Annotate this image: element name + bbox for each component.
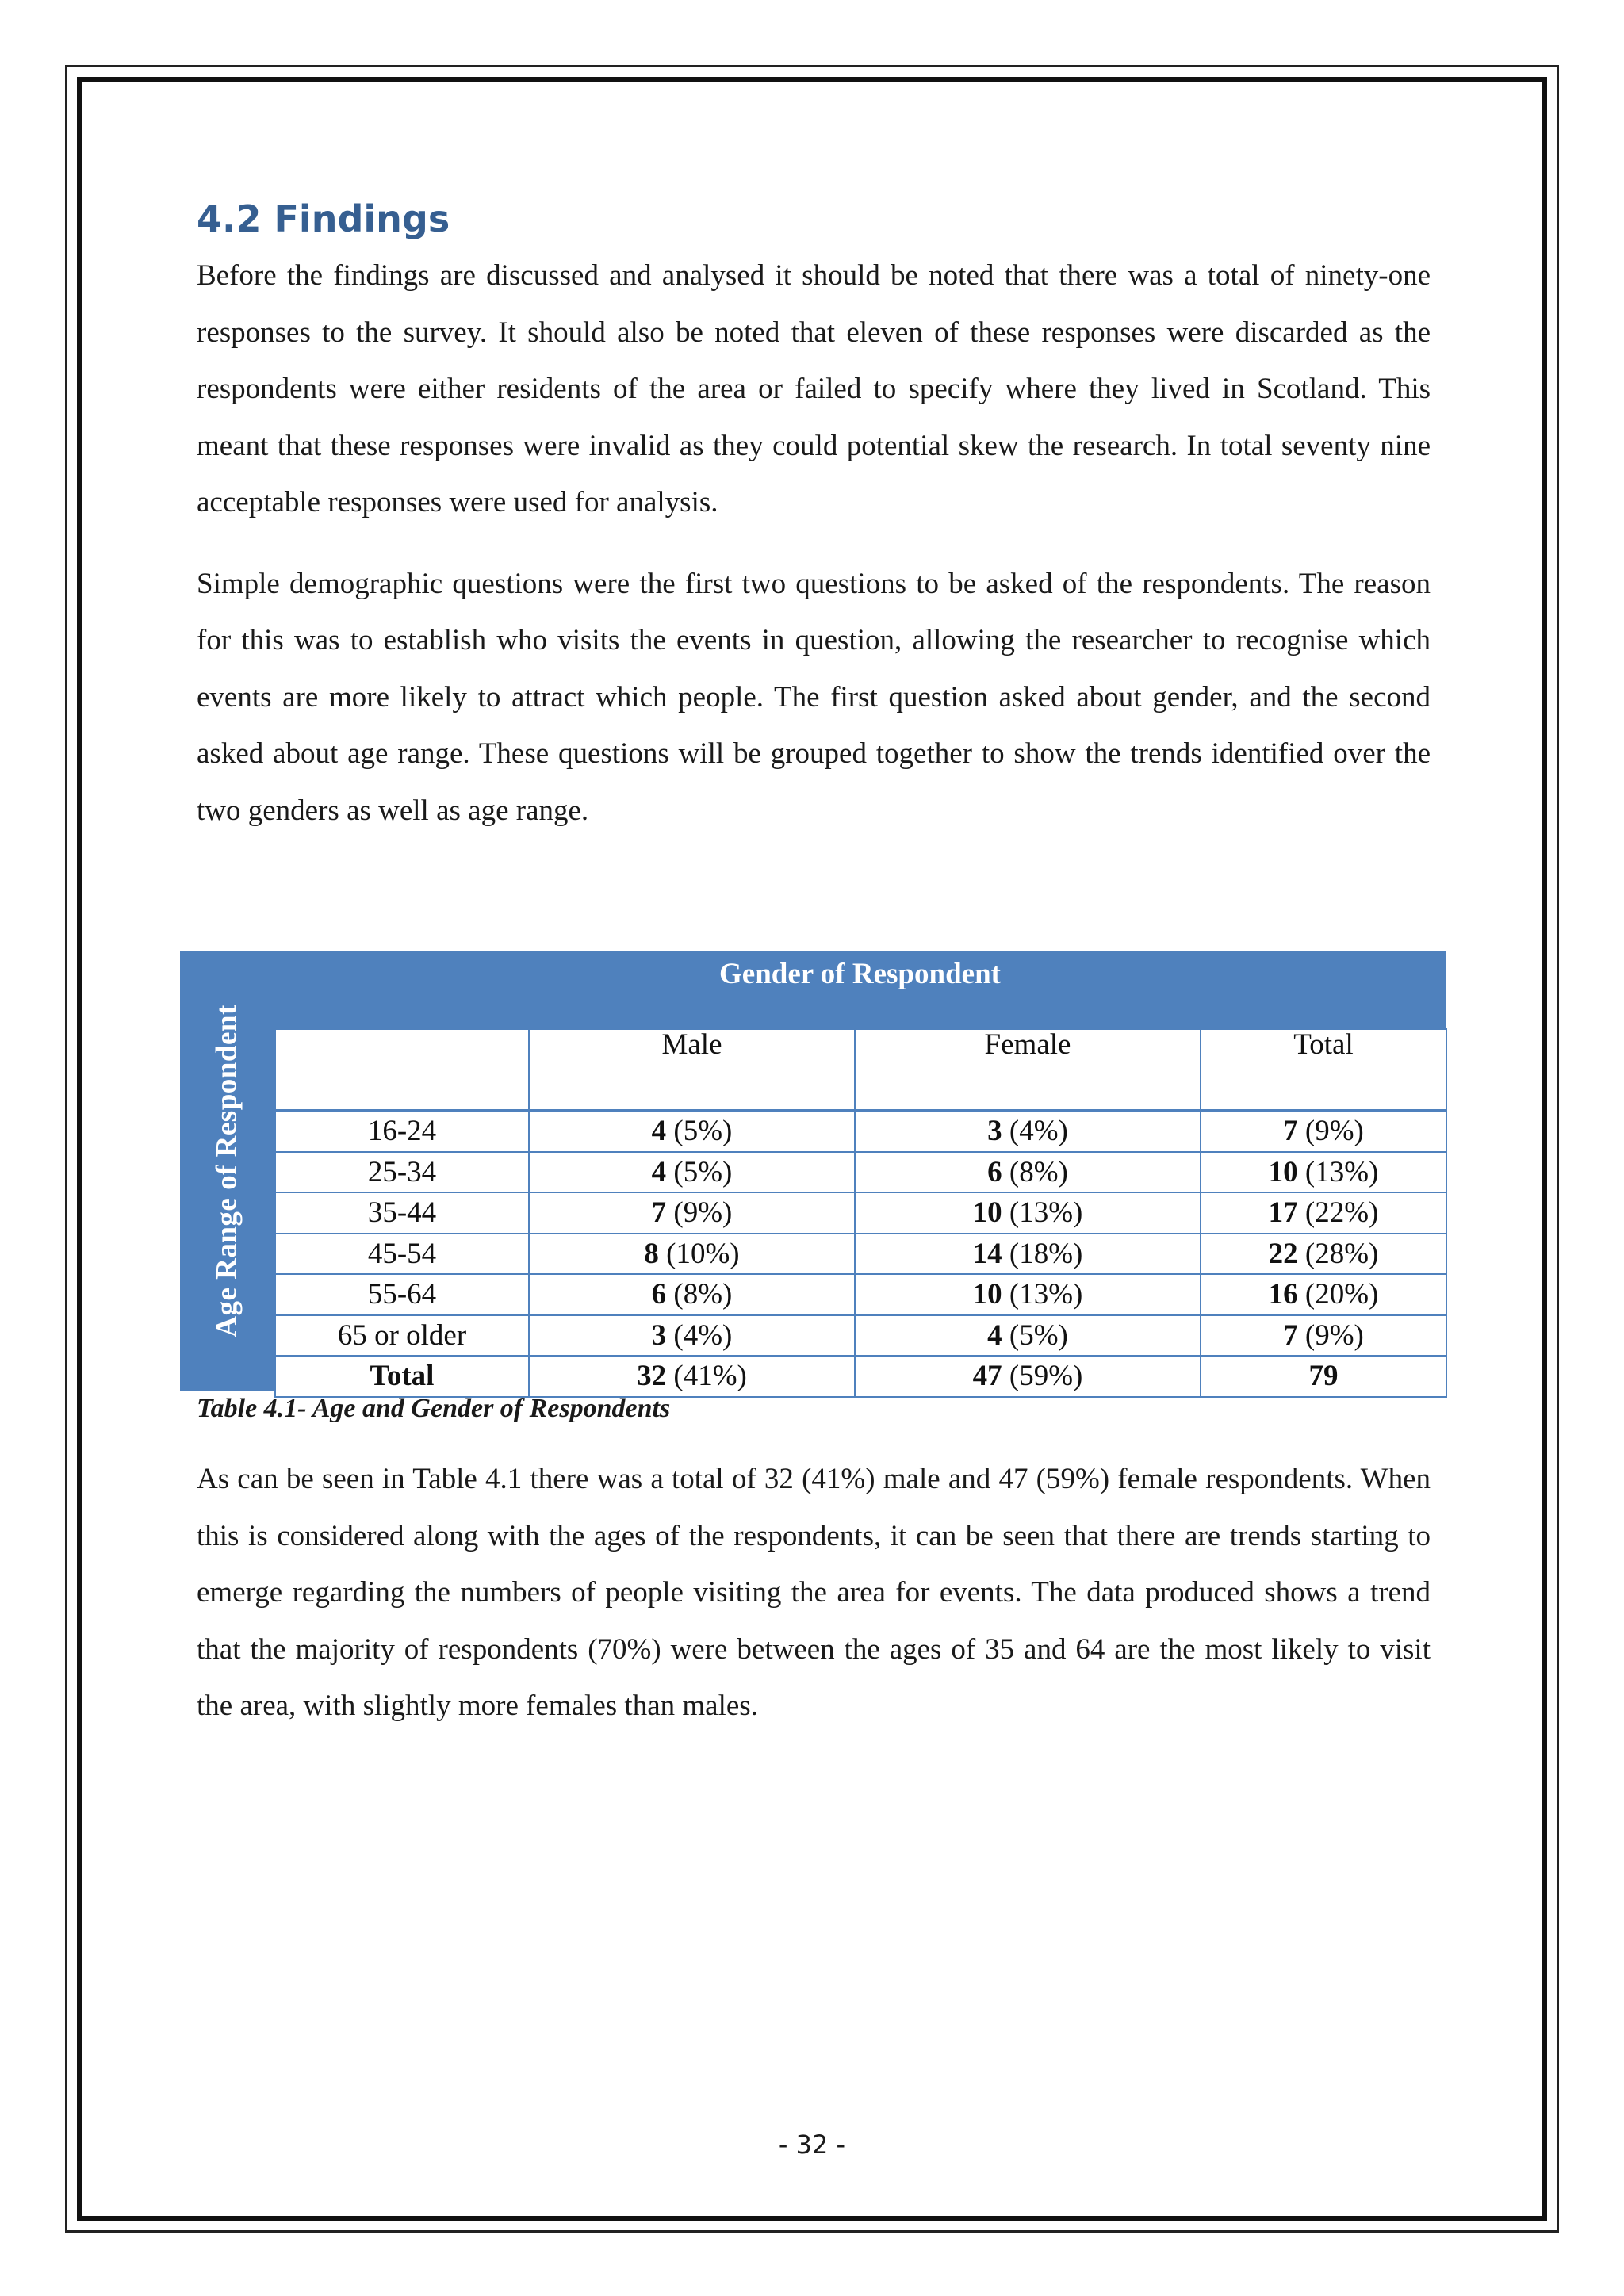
male-total-cell: 32 (41%): [529, 1356, 855, 1397]
female-total-cell: 47 (59%): [855, 1356, 1201, 1397]
column-header-blank: [275, 1029, 529, 1111]
column-header-row: [275, 1029, 1446, 1111]
section-heading: 4.2 Findings: [197, 197, 450, 240]
age-cell: 16-24: [275, 1111, 529, 1152]
table-row: [275, 1315, 1446, 1357]
paragraph-responses: Before the findings are discussed and analysed it should be noted that there was a total of ninety-one responses to the survey. It should also be noted that eleven of these responses were discarded as the respondents were either residents of the area or failed to specify where they lived in Scotland. This meant that these responses were invalid as they could potential skew the research. In total seventy nine acceptable responses were used for analysis.: [197, 259, 1431, 519]
table-total-row: [275, 1356, 1446, 1397]
male-cell: 8 (10%): [529, 1234, 855, 1275]
table-row: [275, 1192, 1446, 1234]
male-cell: 4 (5%): [529, 1111, 855, 1152]
column-header-male: Male: [529, 1029, 855, 1111]
gender-header: Gender of Respondent: [719, 958, 1001, 990]
female-cell: 4 (5%): [855, 1315, 1201, 1357]
age-cell: 55-64: [275, 1274, 529, 1315]
age-cell: 25-34: [275, 1152, 529, 1193]
findings-section: [197, 190, 1431, 839]
total-cell: 22 (28%): [1201, 1234, 1446, 1275]
female-cell: 10 (13%): [855, 1192, 1201, 1234]
paragraph-analysis: As can be seen in Table 4.1 there was a total of 32 (41%) male and 47 (59%) female respondents. When this is considered along with the ages of the respondents, it can be seen that there are trends starting to emerge regarding the numbers of people visiting the area for events. The data produced shows a trend that the majority of respondents (70%) were between the ages of 35 and 64 are the most likely to visit the area, with slightly more females than males.: [197, 1463, 1431, 1722]
female-cell: 3 (4%): [855, 1111, 1201, 1152]
total-cell: 10 (13%): [1201, 1152, 1446, 1193]
male-cell: 7 (9%): [529, 1192, 855, 1234]
age-range-header: Age Range of Respondent: [210, 1004, 243, 1337]
table-row: [275, 1152, 1446, 1193]
female-cell: 14 (18%): [855, 1234, 1201, 1275]
male-cell: 4 (5%): [529, 1152, 855, 1193]
gender-header-band: [274, 951, 1446, 1028]
table-row: [275, 1274, 1446, 1315]
table-caption: Table 4.1- Age and Gender of Respondents: [197, 1394, 671, 1423]
column-header-total: Total: [1201, 1029, 1446, 1111]
total-cell: 7 (9%): [1201, 1315, 1446, 1357]
total-cell: 7 (9%): [1201, 1111, 1446, 1152]
page-number: - 32 -: [778, 2130, 846, 2160]
female-cell: 6 (8%): [855, 1152, 1201, 1193]
male-cell: 3 (4%): [529, 1315, 855, 1357]
data-table: [274, 1028, 1447, 1398]
age-gender-table: [180, 951, 1446, 1391]
column-header-female: Female: [855, 1029, 1201, 1111]
analysis-section: [197, 1451, 1431, 1735]
male-cell: 6 (8%): [529, 1274, 855, 1315]
table-row: [275, 1111, 1446, 1152]
total-cell: 16 (20%): [1201, 1274, 1446, 1315]
total-label-cell: Total: [275, 1356, 529, 1397]
age-cell: 65 or older: [275, 1315, 529, 1357]
female-cell: 10 (13%): [855, 1274, 1201, 1315]
age-range-header-band: [180, 951, 274, 1391]
age-cell: 35-44: [275, 1192, 529, 1234]
age-cell: 45-54: [275, 1234, 529, 1275]
table-row: [275, 1234, 1446, 1275]
grand-total-cell: 79: [1201, 1356, 1446, 1397]
total-cell: 17 (22%): [1201, 1192, 1446, 1234]
paragraph-demographics: Simple demographic questions were the first two questions to be asked of the respondents. The reason for this was to establish who visits the events in question, allowing the researcher to recognise which events are more likely to attract which people. The first question asked about gender, and the second asked about age range. These questions will be grouped together to show the trends identified over the two genders as well as age range.: [197, 567, 1431, 827]
